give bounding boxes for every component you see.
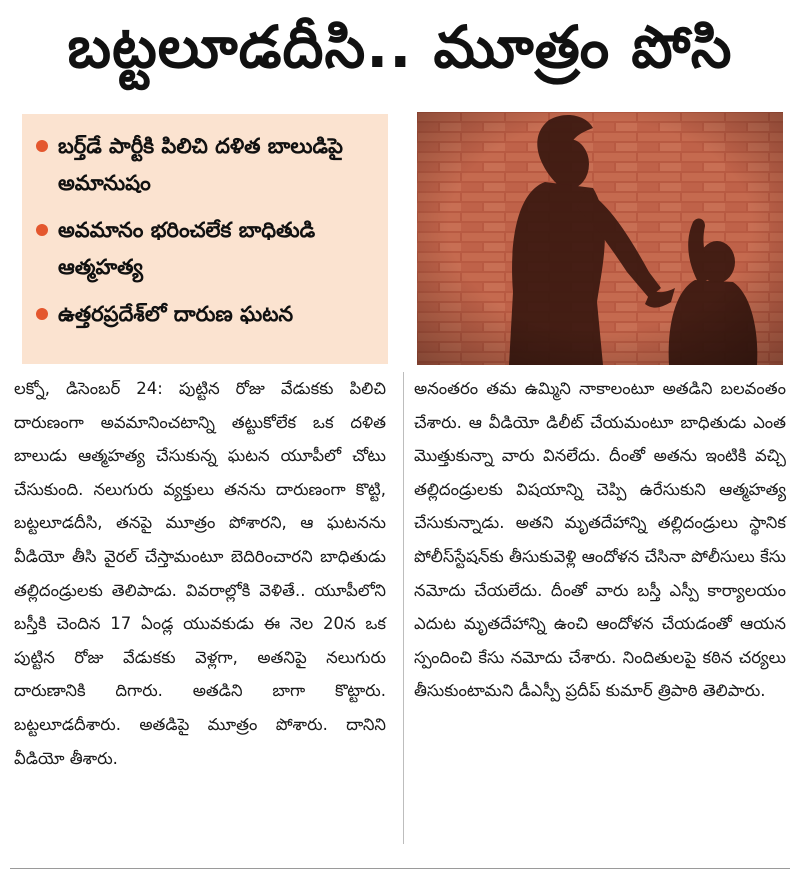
column-divider <box>403 372 404 844</box>
highlight-item <box>36 212 378 286</box>
highlight-item <box>36 128 378 202</box>
highlight-item <box>36 296 378 333</box>
photo-illustration <box>417 112 783 365</box>
article-column-left: లక్నో, డిసెంబర్ 24: పుట్టిన రోజు వేడుకకు పిలిచి దారుణంగా అవమానించటాన్ని తట్టుకోలేక ఒక దళిత బాలుడు ఆత్మహత్య చేసుకున్న ఘటన యూపీలో చోటు చేసుకుంది. నలుగురు వ్యక్తులు తనను దారుణంగా కొట్టి, బట్టలూడదీసి, తనపై మూత్రం పోశారని, ఆ ఘటనను వీడియో తీసి వైరల్ చేస్తామంటూ బెదిరించారని బాధితుడు తల్లిదండ్రులకు తెలిపాడు. వివరాల్లోకి వెళితే.. యూపీలోని బస్తీకి చెందిన 17 ఏండ్ల యువకుడు ఈ నెల 20న ఒక పుట్టిన రోజు వేడుకకు వెళ్లగా, అతనిపై నలుగురు దారుణానికి దిగారు. అతడిని బాగా కొట్టారు. బట్టలూడదీశారు. అతడిపై మూత్రం పోశారు. దానిని వీడియో తీశారు. <box>14 379 386 768</box>
highlight-text: ఉత్తరప్రదేశ్‌లో దారుణ ఘటన <box>58 302 294 326</box>
bottom-divider <box>10 868 790 869</box>
headline: బట్టలూడదీసి.. మూత్రం పోసి <box>67 12 733 81</box>
silhouette-assault-image <box>417 112 783 365</box>
highlight-text: బర్త్‌డే పార్టీకి పిలిచి దళిత బాలుడిపై అమానుషం <box>58 134 343 195</box>
highlights-box <box>22 114 388 364</box>
bullet-icon <box>36 140 48 152</box>
bullet-icon <box>36 224 48 236</box>
highlight-text: అవమానం భరించలేక బాధితుడి ఆత్మహత్య <box>58 218 316 279</box>
article-column-right: అనంతరం తమ ఉమ్మిని నాకాలంటూ అతడిని బలవంతం చేశారు. ఆ వీడియో డిలీట్ చేయమంటూ బాధితుడు ఎంత మొత్తుకున్నా వారు వినలేదు. దీంతో అతను ఇంటికి వచ్చి తల్లిదండ్రులకు విషయాన్ని చెప్పి ఉరేసుకుని ఆత్మహత్య చేసుకున్నాడు. అతని మృతదేహాన్ని తల్లిదండ్రులు స్థానిక పోలీస్‌స్టేషన్‌కు తీసుకువెళ్లి ఆందోళన చేసినా పోలీసులు కేసు నమోదు చేయలేదు. దీంతో వారు బస్తీ ఎస్పీ కార్యాలయం ఎదుట మృతదేహాన్ని ఉంచి ఆందోళన చేయడంతో ఆయన స్పందించి కేసు నమోదు చేశారు. నిందితులపై కఠిన చర్యలు తీసుకుంటామని డీఎస్పీ ప్రదీప్ కుమార్ త్రిపాఠి తెలిపారు. <box>414 379 786 701</box>
bullet-icon <box>36 308 48 320</box>
